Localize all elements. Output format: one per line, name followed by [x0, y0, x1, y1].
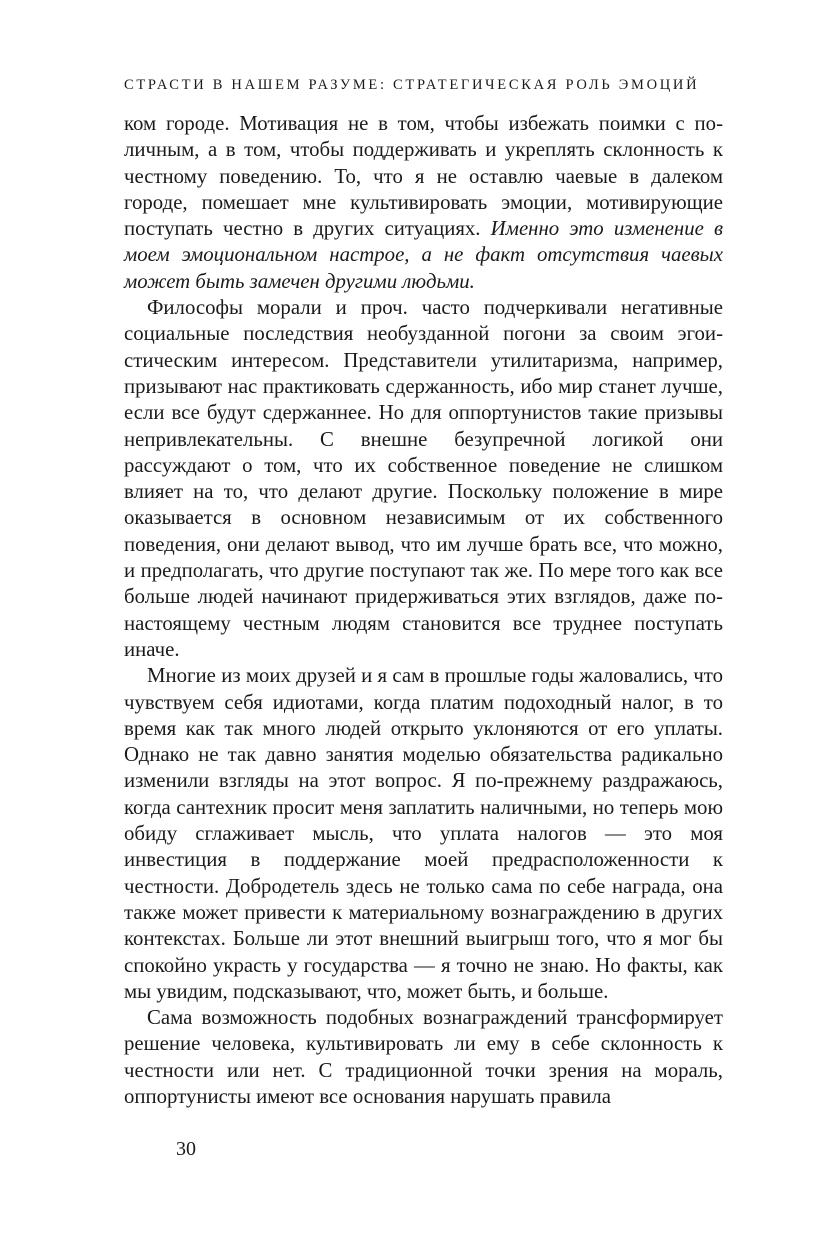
paragraph-3: Многие из моих друзей и я сам в прошлые годы жаловались, что чувствуем себя идиотами, когда платим подоходный налог, в то время как так много людей открыто уклоняются от его уплаты. Однако не так давно занятия моделью обязательства радикально изменили взгляды на этот вопрос. Я по-прежнему раздражаюсь, когда сантехник просит меня заплатить наличными, но теперь мою обиду сглаживает мысль, что уплата налогов — это моя инвестиция в поддержание моей предрасположенности к честности. Добродетель здесь не только сама по себе награда, она также может привести к материальному вознаграждению в других контекстах. Больше ли этот внешний выигрыш того, что я мог бы спокойно украсть у государства — я точно не знаю. Но факты, как мы увидим, подсказывают, что, может быть, и больше. — [124, 664, 723, 1003]
paragraph-1-text: ком городе. Мотивация не в том, чтобы избежать поимки с поличным, а в том, чтобы поддерживать и укреплять склонность к честному поведению. То, что я не оставлю чаевые в далеком городе, помешает мне культивировать эмоции, мотивирующие поступать честно в других ситуациях. — [124, 112, 723, 241]
paragraph-1 — [124, 111, 723, 295]
running-head: СТРАСТИ В НАШЕМ РАЗУМЕ: СТРАТЕГИЧЕСКАЯ РОЛЬ ЭМОЦИЙ — [124, 77, 700, 93]
paragraph-4: Сама возможность подобных вознаграждений трансформирует решение человека, культивировать ли ему в себе склонность к честности или нет. С традиционной точки зрения на мораль, оппортунисты имеют все основания нарушать правила — [124, 1006, 723, 1108]
body-text — [124, 111, 723, 1110]
page-number: 30 — [176, 1138, 196, 1160]
paragraph-1-emphasis: Именно это изменение в моем эмоциональном настрое, а не факт отсутствия чаевых может быть замечен другими людьми. — [124, 217, 724, 293]
paragraph-2: Философы морали и проч. часто подчеркивали негативные социальные последствия необузданной погони за своим эгоистическим интересом. Представители утилитаризма, например, призывают нас практиковать сдержанность, ибо мир станет лучше, если все будут сдержаннее. Но для оппортунистов такие призывы непривлекательны. С внешне безупречной логикой они рассуждают о том, что их собственное поведение не слишком влияет на то, что делают другие. Поскольку положение в мире оказывается в основном независимым от их собственного поведения, они делают вывод, что им лучше брать все, что можно, и предполагать, что другие поступают так же. По мере того как все больше людей начинают придерживаться этих взглядов, даже по-настоящему честным людям становится все труднее поступать иначе. — [124, 296, 723, 661]
